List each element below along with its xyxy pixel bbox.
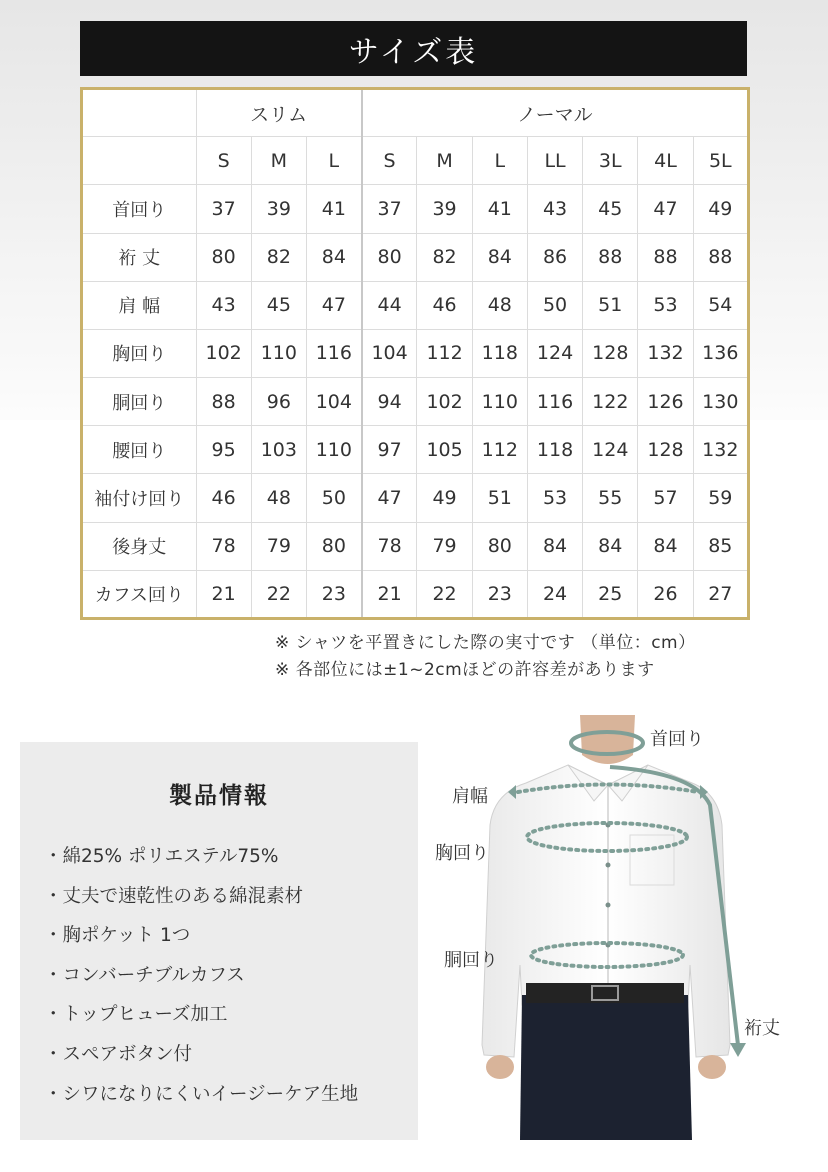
chest-label: 胸回り (435, 843, 489, 864)
table-cell: 112 (417, 329, 472, 377)
table-cell: 37 (362, 185, 417, 233)
feature-item: ・ 胸ポケット 1つ (44, 922, 358, 962)
feature-item: ・ シワになりにくいイージーケア生地 (44, 1081, 358, 1121)
table-cell: 57 (638, 474, 693, 522)
table-cell: 51 (472, 474, 527, 522)
feature-item: ・ スペアボタン付 (44, 1041, 358, 1081)
group-header-normal: ノーマル (362, 89, 749, 137)
corner-cell (82, 137, 197, 185)
table-cell: 45 (583, 185, 638, 233)
table-cell: 97 (362, 426, 417, 474)
table-cell: 50 (527, 281, 582, 329)
table-cell: 21 (196, 570, 251, 618)
notes (275, 630, 775, 684)
right-hand (698, 1055, 726, 1079)
table-cell: 80 (306, 522, 361, 570)
table-cell: 49 (417, 474, 472, 522)
table-row (82, 522, 749, 570)
table-cell: 39 (251, 185, 306, 233)
table-cell: 84 (527, 522, 582, 570)
table-cell: 86 (527, 233, 582, 281)
corner-cell (82, 89, 197, 137)
shirt-illustration (430, 715, 828, 1140)
size-header: L (472, 137, 527, 185)
table-cell: 48 (251, 474, 306, 522)
row-label: 後身丈 (82, 522, 197, 570)
table-cell: 23 (306, 570, 361, 618)
table-cell: 128 (638, 426, 693, 474)
table-cell: 59 (693, 474, 748, 522)
waist-label: 胴回り (444, 950, 498, 971)
table-cell: 79 (251, 522, 306, 570)
table-cell: 44 (362, 281, 417, 329)
table-cell: 132 (693, 426, 748, 474)
sleeve-arrow (730, 1043, 746, 1057)
group-header-slim: スリム (196, 89, 362, 137)
table-cell: 110 (251, 329, 306, 377)
table-row (82, 329, 749, 377)
sleeve-label: 裄丈 (744, 1018, 780, 1039)
table-cell: 88 (638, 233, 693, 281)
shoulder-label: 肩幅 (452, 786, 488, 807)
table-cell: 96 (251, 378, 306, 426)
table-cell: 85 (693, 522, 748, 570)
table-cell: 22 (251, 570, 306, 618)
table-cell: 21 (362, 570, 417, 618)
table-cell: 41 (306, 185, 361, 233)
table-cell: 27 (693, 570, 748, 618)
table-cell: 24 (527, 570, 582, 618)
table-row (82, 378, 749, 426)
table-cell: 122 (583, 378, 638, 426)
table-cell: 46 (417, 281, 472, 329)
table-cell: 23 (472, 570, 527, 618)
trousers (520, 995, 692, 1140)
size-header: M (251, 137, 306, 185)
table-cell: 88 (196, 378, 251, 426)
size-header: LL (527, 137, 582, 185)
size-header-row (82, 137, 749, 185)
table-cell: 25 (583, 570, 638, 618)
table-cell: 78 (196, 522, 251, 570)
note-line: ※ 各部位には±1~2cmほどの許容差があります (275, 660, 655, 680)
table-cell: 26 (638, 570, 693, 618)
table-cell: 80 (196, 233, 251, 281)
table-cell: 124 (527, 329, 582, 377)
table-cell: 51 (583, 281, 638, 329)
size-table (80, 87, 750, 620)
table-cell: 22 (417, 570, 472, 618)
size-header: M (417, 137, 472, 185)
table-cell: 128 (583, 329, 638, 377)
table-cell: 37 (196, 185, 251, 233)
table-cell: 88 (583, 233, 638, 281)
table-cell: 112 (472, 426, 527, 474)
table-cell: 46 (196, 474, 251, 522)
row-label: 袖付け回り (82, 474, 197, 522)
table-cell: 82 (251, 233, 306, 281)
table-cell: 45 (251, 281, 306, 329)
neck-skin (580, 715, 635, 764)
table-cell: 104 (306, 378, 361, 426)
table-cell: 105 (417, 426, 472, 474)
size-header: S (362, 137, 417, 185)
table-cell: 95 (196, 426, 251, 474)
table-cell: 130 (693, 378, 748, 426)
table-cell: 79 (417, 522, 472, 570)
table-cell: 50 (306, 474, 361, 522)
size-header: L (306, 137, 361, 185)
table-cell: 118 (527, 426, 582, 474)
table-cell: 124 (583, 426, 638, 474)
feature-item: ・ 綿25% ポリエステル75% (44, 843, 358, 883)
table-row (82, 281, 749, 329)
row-label: 腰回り (82, 426, 197, 474)
table-cell: 80 (362, 233, 417, 281)
note-line: ※ シャツを平置きにした際の実寸です （単位：cm） (275, 633, 696, 653)
table-cell: 102 (196, 329, 251, 377)
neck-label: 首回り (650, 729, 704, 750)
table-cell: 47 (306, 281, 361, 329)
left-hand (486, 1055, 514, 1079)
table-cell: 49 (693, 185, 748, 233)
table-cell: 132 (638, 329, 693, 377)
table-cell: 47 (638, 185, 693, 233)
table-cell: 78 (362, 522, 417, 570)
table-cell: 48 (472, 281, 527, 329)
size-header: 3L (583, 137, 638, 185)
table-cell: 116 (527, 378, 582, 426)
table-cell: 103 (251, 426, 306, 474)
table-row (82, 474, 749, 522)
size-header: 5L (693, 137, 748, 185)
table-cell: 126 (638, 378, 693, 426)
product-info-title: 製品情報 (169, 783, 269, 809)
table-cell: 136 (693, 329, 748, 377)
table-cell: 116 (306, 329, 361, 377)
table-cell: 88 (693, 233, 748, 281)
table-cell: 43 (527, 185, 582, 233)
row-label: 裄 丈 (82, 233, 197, 281)
table-cell: 53 (638, 281, 693, 329)
table-row (82, 185, 749, 233)
table-cell: 47 (362, 474, 417, 522)
table-cell: 84 (306, 233, 361, 281)
table-cell: 55 (583, 474, 638, 522)
table-row (82, 570, 749, 618)
table-cell: 110 (472, 378, 527, 426)
row-label: 首回り (82, 185, 197, 233)
table-row (82, 233, 749, 281)
feature-item: ・ トップヒューズ加工 (44, 1001, 358, 1041)
table-cell: 54 (693, 281, 748, 329)
size-header: S (196, 137, 251, 185)
size-header: 4L (638, 137, 693, 185)
table-cell: 104 (362, 329, 417, 377)
product-info-panel (20, 742, 418, 1140)
measurement-diagram (430, 715, 828, 1140)
row-label: カフス回り (82, 570, 197, 618)
table-cell: 94 (362, 378, 417, 426)
group-header-row (82, 89, 749, 137)
row-label: 胴回り (82, 378, 197, 426)
page-title: サイズ表 (80, 21, 747, 76)
feature-item: ・ 丈夫で速乾性のある綿混素材 (44, 883, 358, 923)
row-label: 胸回り (82, 329, 197, 377)
row-label: 肩 幅 (82, 281, 197, 329)
table-cell: 118 (472, 329, 527, 377)
table-cell: 84 (638, 522, 693, 570)
table-cell: 84 (583, 522, 638, 570)
table-cell: 43 (196, 281, 251, 329)
table-row (82, 426, 749, 474)
feature-item: ・ コンバーチブルカフス (44, 962, 358, 1002)
table-cell: 39 (417, 185, 472, 233)
table-cell: 82 (417, 233, 472, 281)
table-cell: 102 (417, 378, 472, 426)
table-cell: 53 (527, 474, 582, 522)
table-cell: 80 (472, 522, 527, 570)
table-cell: 84 (472, 233, 527, 281)
measurement-rows (82, 185, 749, 619)
feature-list (44, 843, 358, 1120)
table-cell: 110 (306, 426, 361, 474)
table-cell: 41 (472, 185, 527, 233)
